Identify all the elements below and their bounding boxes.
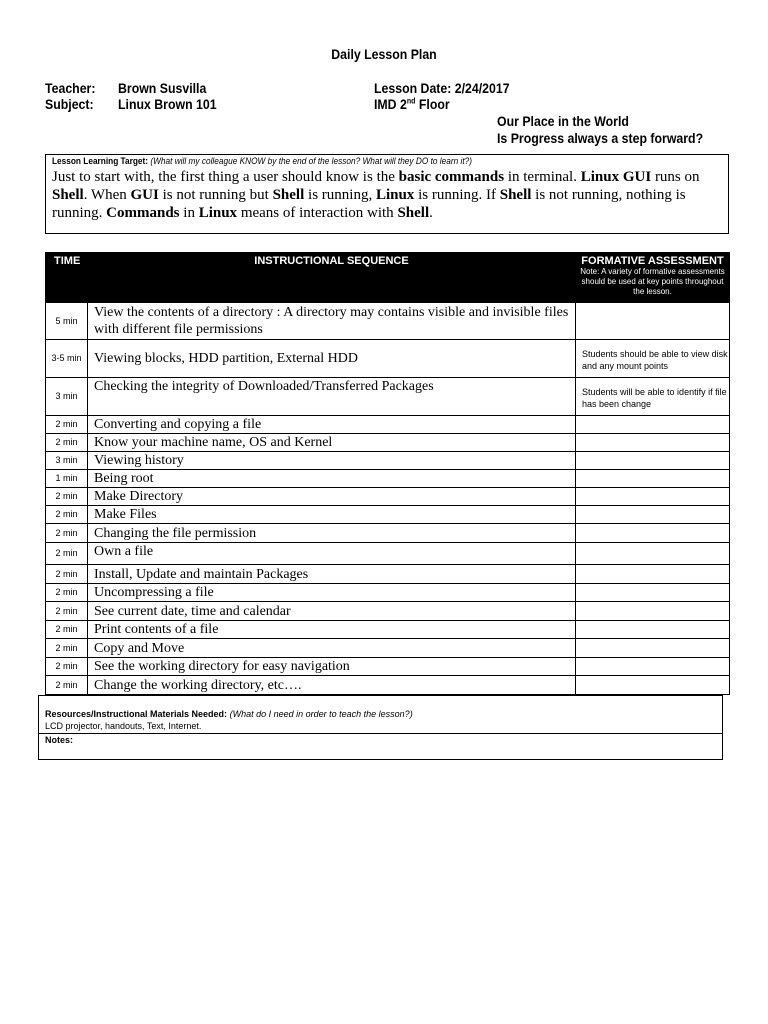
row-assessment	[576, 434, 730, 452]
location-sup: nd	[406, 96, 416, 106]
row-time: 2 min	[46, 584, 88, 602]
learning-target-label: Lesson Learning Target:	[52, 156, 149, 166]
learning-target-box	[45, 154, 729, 234]
row-assessment	[576, 676, 730, 695]
table-row	[46, 470, 730, 488]
row-time: 2 min	[46, 602, 88, 621]
row-assessment	[576, 584, 730, 602]
table-row	[46, 524, 730, 543]
table-row	[46, 658, 730, 676]
resources-hint: (What do I need in order to teach the lesson?)	[229, 709, 413, 719]
table-row	[46, 543, 730, 565]
table-row	[46, 488, 730, 506]
table-row	[46, 340, 730, 378]
resources-box	[38, 695, 723, 760]
row-time: 2 min	[46, 524, 88, 543]
table-row	[46, 621, 730, 639]
row-time: 3-5 min	[46, 340, 88, 378]
target-text-seg: is not running but	[158, 187, 273, 203]
learning-target-hint: (What will my colleague KNOW by the end of the lesson? What will they DO to learn it?)	[150, 156, 473, 166]
table-row	[46, 303, 730, 340]
target-text-seg: means of interaction with	[237, 205, 398, 221]
table-row	[46, 639, 730, 658]
row-assessment	[576, 452, 730, 470]
row-sequence: Own a file	[88, 543, 576, 565]
subject-label: Subject:	[45, 96, 94, 112]
theme-line-2: Is Progress always a step forward?	[497, 130, 704, 146]
table-row	[46, 602, 730, 621]
page-title: Daily Lesson Plan	[331, 46, 437, 62]
row-time: 2 min	[46, 506, 88, 524]
table-row	[46, 565, 730, 584]
target-text-seg: is running,	[304, 187, 376, 203]
table-row	[46, 584, 730, 602]
table-row	[46, 434, 730, 452]
row-time: 2 min	[46, 565, 88, 584]
row-sequence: Print contents of a file	[88, 621, 576, 639]
resources-heading	[45, 709, 413, 719]
row-time: 3 min	[46, 452, 88, 470]
header-assessment	[576, 253, 730, 303]
target-text-seg: in terminal.	[504, 169, 581, 185]
row-time: 2 min	[46, 543, 88, 565]
table-row	[46, 378, 730, 416]
header-sequence: INSTRUCTIONAL SEQUENCE	[88, 253, 576, 303]
row-assessment	[576, 303, 730, 340]
row-assessment	[576, 543, 730, 565]
row-sequence: Checking the integrity of Downloaded/Transferred Packages	[88, 378, 576, 416]
target-text-seg: . When	[83, 187, 131, 203]
row-time: 5 min	[46, 303, 88, 340]
notes-label: Notes:	[45, 735, 74, 745]
target-text-seg: is not running, nothing is running.	[52, 187, 686, 221]
row-time: 2 min	[46, 434, 88, 452]
teacher-label: Teacher:	[45, 80, 96, 96]
row-assessment	[576, 506, 730, 524]
subject-value: Linux Brown 101	[118, 96, 217, 112]
target-text-seg: is running. If	[414, 187, 500, 203]
row-sequence: See current date, time and calendar	[88, 602, 576, 621]
location-prefix: IMD 2	[374, 96, 407, 112]
lesson-location	[374, 96, 450, 112]
location-suffix: Floor	[415, 96, 450, 112]
row-sequence: Make Directory	[88, 488, 576, 506]
row-time: 2 min	[46, 488, 88, 506]
row-time: 2 min	[46, 658, 88, 676]
target-bold-seg: Linux	[375, 187, 415, 203]
target-bold-seg: basic commands	[398, 169, 505, 185]
row-assessment	[576, 488, 730, 506]
target-bold-seg: Linux GUI	[580, 169, 652, 185]
target-bold-seg: Shell	[499, 187, 532, 203]
row-sequence: Uncompressing a file	[88, 584, 576, 602]
row-assessment	[576, 524, 730, 543]
row-assessment: Students should be able to view disk and any mount points	[576, 340, 730, 378]
learning-target-text	[52, 168, 724, 222]
teacher-value: Brown Susvilla	[118, 80, 207, 96]
target-text-seg: .	[429, 205, 433, 221]
row-sequence: Changing the file permission	[88, 524, 576, 543]
row-sequence: Make Files	[88, 506, 576, 524]
row-assessment	[576, 565, 730, 584]
row-sequence: Viewing blocks, HDD partition, External HDD	[88, 340, 576, 378]
row-assessment	[576, 621, 730, 639]
row-sequence: See the working directory for easy navigation	[88, 658, 576, 676]
target-bold-seg: GUI	[130, 187, 159, 203]
target-bold-seg: Commands	[106, 205, 180, 221]
resources-value: LCD projector, handouts, Text, Internet.	[45, 721, 202, 731]
table-row	[46, 416, 730, 434]
table-row	[46, 452, 730, 470]
table-row	[46, 506, 730, 524]
row-time: 2 min	[46, 676, 88, 695]
target-text-seg: Just to start with, the first thing a user should know is the	[52, 169, 399, 185]
row-assessment	[576, 470, 730, 488]
row-sequence: Copy and Move	[88, 639, 576, 658]
lesson-date: Lesson Date: 2/24/2017	[374, 80, 510, 96]
header-assessment-title: FORMATIVE ASSESSMENT	[581, 255, 724, 267]
table-header-row	[46, 253, 730, 303]
instructional-sequence-table	[45, 252, 730, 695]
row-sequence: Know your machine name, OS and Kernel	[88, 434, 576, 452]
resources-label: Resources/Instructional Materials Needed:	[45, 709, 228, 719]
target-text-seg: runs on	[651, 169, 700, 185]
row-time: 3 min	[46, 378, 88, 416]
header-time: TIME	[46, 253, 88, 303]
row-time: 2 min	[46, 416, 88, 434]
row-sequence: Converting and copying a file	[88, 416, 576, 434]
target-text-seg: in	[179, 205, 199, 221]
row-assessment	[576, 658, 730, 676]
header-assessment-note: Note: A variety of formative assessments should be used at key points throughout the lesson.	[580, 267, 725, 296]
learning-target-heading	[52, 156, 472, 166]
row-time: 2 min	[46, 621, 88, 639]
row-assessment	[576, 416, 730, 434]
row-sequence: Viewing history	[88, 452, 576, 470]
row-assessment: Students will be able to identify if file has been change	[576, 378, 730, 416]
theme-line-1: Our Place in the World	[497, 113, 629, 129]
target-bold-seg: Shell	[52, 187, 84, 203]
resources-divider	[39, 733, 722, 734]
row-time: 1 min	[46, 470, 88, 488]
target-bold-seg: Linux	[198, 205, 238, 221]
row-sequence: View the contents of a directory : A directory may contains visible and invisible files with different file permissions	[88, 303, 576, 340]
target-bold-seg: Shell	[272, 187, 305, 203]
table-row	[46, 676, 730, 695]
target-bold-seg: Shell	[397, 205, 430, 221]
row-sequence: Being root	[88, 470, 576, 488]
row-assessment	[576, 602, 730, 621]
row-time: 2 min	[46, 639, 88, 658]
row-sequence: Change the working directory, etc….	[88, 676, 576, 695]
row-assessment	[576, 639, 730, 658]
row-sequence: Install, Update and maintain Packages	[88, 565, 576, 584]
